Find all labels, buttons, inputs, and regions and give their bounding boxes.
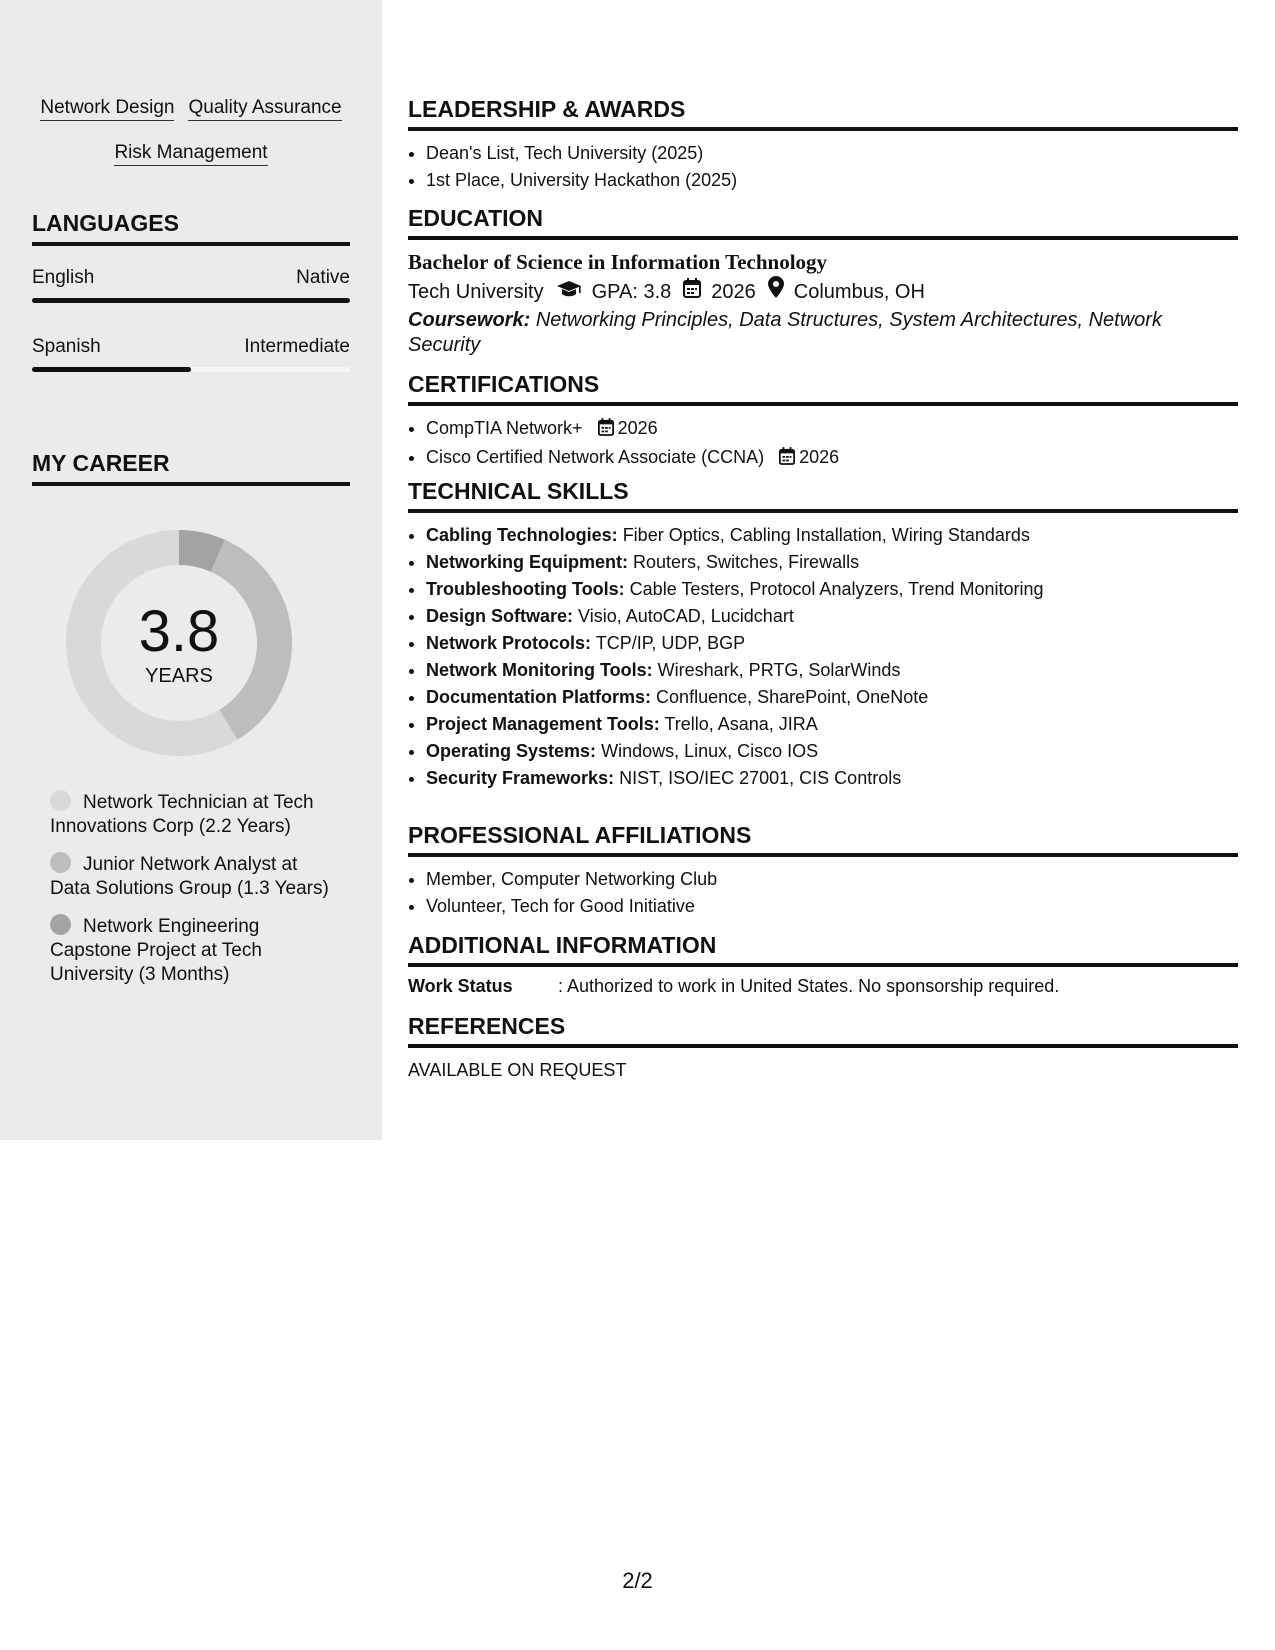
skill-item	[426, 576, 1238, 603]
languages-heading: LANGUAGES	[32, 210, 350, 246]
skill-values: TCP/IP, UDP, BGP	[595, 633, 746, 653]
career-legend-text: Junior Network Analyst at Data Solutions Group (1.3 Years)	[50, 854, 329, 899]
skill-tag: Quality Assurance	[188, 97, 341, 121]
section-heading: TECHNICAL SKILLS	[408, 478, 1238, 513]
skill-item	[426, 522, 1238, 549]
skill-item	[426, 549, 1238, 576]
education-section	[408, 205, 1238, 358]
language-item	[32, 336, 350, 372]
section-heading: LEADERSHIP & AWARDS	[408, 96, 1238, 131]
education-details	[408, 276, 1238, 308]
language-proficiency-fill	[32, 298, 350, 303]
career-legend-text: Network Technician at Tech Innovations Corp (2.2 Years)	[50, 792, 314, 837]
skill-item	[426, 738, 1238, 765]
graduation-cap-icon	[556, 276, 582, 308]
section-heading: REFERENCES	[408, 1013, 1238, 1048]
calendar-icon	[779, 446, 795, 473]
skill-item	[426, 603, 1238, 630]
skill-item	[426, 657, 1238, 684]
skill-values: NIST, ISO/IEC 27001, CIS Controls	[619, 768, 902, 788]
career-legend-item	[50, 852, 340, 901]
section-heading: CERTIFICATIONS	[408, 371, 1238, 406]
leadership-list	[408, 140, 1238, 194]
skill-values: Windows, Linux, Cisco IOS	[601, 741, 819, 761]
skill-values: Trello, Asana, JIRA	[664, 714, 818, 734]
certifications-list	[408, 415, 1238, 473]
skill-category: Networking Equipment:	[426, 552, 628, 572]
work-status-row	[408, 976, 1238, 997]
certification-name: CompTIA Network+	[426, 418, 583, 438]
language-name: English	[32, 267, 95, 288]
skill-category: Documentation Platforms:	[426, 687, 652, 707]
career-total-value: 3.8	[138, 599, 220, 664]
skill-values: Fiber Optics, Cabling Installation, Wiring Standards	[622, 525, 1030, 545]
section-heading: PROFESSIONAL AFFILIATIONS	[408, 822, 1238, 857]
career-total	[66, 600, 292, 688]
skill-tag: Network Design	[40, 97, 174, 121]
skill-item	[426, 711, 1238, 738]
language-proficiency-bar	[32, 367, 350, 372]
technical-skills-section	[408, 478, 1238, 792]
section-heading: EDUCATION	[408, 205, 1238, 240]
skill-item	[426, 765, 1238, 792]
legend-dot	[50, 852, 71, 873]
map-pin-icon	[768, 276, 784, 308]
section-heading: ADDITIONAL INFORMATION	[408, 932, 1238, 967]
certification-year: 2026	[799, 447, 840, 467]
school-name: Tech University	[408, 281, 544, 303]
career-total-unit: YEARS	[145, 665, 213, 687]
work-status-value: : Authorized to work in United States. No sponsorship required.	[558, 976, 1060, 996]
page-number: 2/2	[622, 1568, 653, 1593]
calendar-icon	[598, 417, 614, 444]
career-legend-item	[50, 790, 340, 839]
career-heading: MY CAREER	[32, 450, 350, 486]
skill-category: Cabling Technologies:	[426, 525, 618, 545]
language-level: Native	[296, 267, 350, 288]
skill-values: Confluence, SharePoint, OneNote	[656, 687, 929, 707]
references-text: AVAILABLE ON REQUEST	[408, 1060, 627, 1080]
skill-category: Security Frameworks:	[426, 768, 615, 788]
skill-values: Visio, AutoCAD, Lucidchart	[578, 606, 794, 626]
legend-dot	[50, 790, 71, 811]
language-proficiency-bar	[32, 298, 350, 303]
skill-tag: Risk Management	[114, 142, 267, 166]
graduation-year: 2026	[711, 281, 756, 303]
skill-category: Network Monitoring Tools:	[426, 660, 653, 680]
certification-year: 2026	[617, 418, 658, 438]
skill-category: Design Software:	[426, 606, 574, 626]
coursework	[408, 308, 1238, 358]
list-item: • Volunteer, Tech for Good Initiative	[426, 893, 1238, 920]
certifications-section	[408, 371, 1238, 473]
language-name: Spanish	[32, 336, 101, 357]
work-status-label: Work Status	[408, 976, 513, 996]
certification-item	[426, 415, 1238, 444]
skill-item	[426, 684, 1238, 711]
skill-category: Operating Systems:	[426, 741, 597, 761]
list-item: • 1st Place, University Hackathon (2025)	[426, 167, 1238, 194]
skill-item	[426, 630, 1238, 657]
certification-name: Cisco Certified Network Associate (CCNA)	[426, 447, 765, 467]
leadership-section	[408, 96, 1238, 194]
legend-dot	[50, 914, 71, 935]
calendar-icon	[683, 276, 701, 308]
coursework-label: Coursework:	[408, 309, 531, 331]
skill-values: Wireshark, PRTG, SolarWinds	[657, 660, 901, 680]
affiliations-section	[408, 822, 1238, 920]
career-legend-text: Network Engineering Capstone Project at Tech University (3 Months)	[50, 916, 262, 985]
affiliations-list	[408, 866, 1238, 920]
additional-info-section	[408, 932, 1238, 997]
skill-values: Cable Testers, Protocol Analyzers, Trend Monitoring	[629, 579, 1044, 599]
skill-category: Project Management Tools:	[426, 714, 660, 734]
language-item	[32, 267, 350, 303]
coursework-list: Networking Principles, Data Structures, System Architectures, Network Security	[408, 309, 1162, 356]
degree-title: Bachelor of Science in Information Technology	[408, 250, 828, 274]
skill-category: Network Protocols:	[426, 633, 592, 653]
skill-category: Troubleshooting Tools:	[426, 579, 625, 599]
skill-tags	[32, 86, 350, 176]
location-text: Columbus, OH	[793, 281, 925, 303]
certification-item	[426, 444, 1238, 473]
career-legend-item	[50, 914, 340, 987]
language-level: Intermediate	[244, 336, 350, 357]
list-item: • Dean's List, Tech University (2025)	[426, 140, 1238, 167]
sidebar	[0, 0, 382, 1140]
skills-list	[408, 522, 1238, 792]
donut-segment	[179, 548, 218, 556]
skill-values: Routers, Switches, Firewalls	[633, 552, 860, 572]
language-proficiency-fill	[32, 367, 191, 372]
list-item: • Member, Computer Networking Club	[426, 866, 1238, 893]
references-section	[408, 1013, 1238, 1081]
gpa-text: GPA: 3.8	[591, 281, 672, 303]
